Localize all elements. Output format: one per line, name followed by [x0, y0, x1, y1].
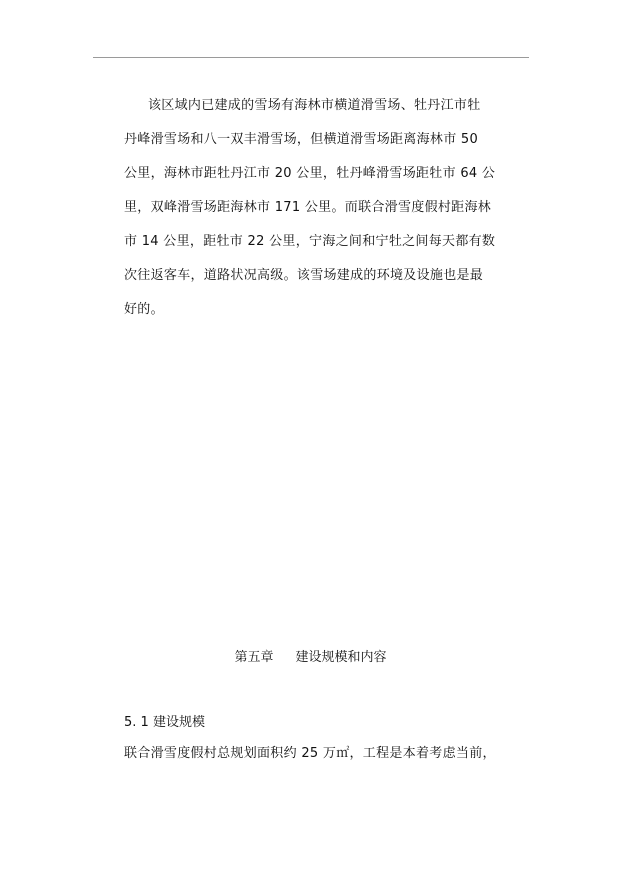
paragraph-line: 次往返客车，道路状况高级。该雪场建成的环境及设施也是最: [124, 268, 484, 283]
paragraph-line: 市 14 公里，距牡市 22 公里，宁海之间和宁牡之间每天都有数: [124, 234, 496, 249]
chapter-number: 第五章: [234, 650, 274, 665]
paragraph-line: 公里，海林市距牡丹江市 20 公里，牡丹峰滑雪场距牡市 64 公: [124, 166, 496, 181]
paragraph-line: 丹峰滑雪场和八一双丰滑雪场，但横道滑雪场距离海林市 50: [124, 132, 479, 147]
paragraph-line: 该区域内已建成的雪场有海林市横道滑雪场、牡丹江市牡: [148, 98, 481, 113]
section-title: 5. 1 建设规模: [124, 715, 205, 730]
chapter-heading: [0, 649, 621, 667]
header-rule: [93, 57, 529, 58]
section-body: 联合滑雪度假村总规划面积约 25 万㎡，工程是本着考虑当前，: [124, 746, 496, 761]
paragraph-line: 好的。: [124, 302, 164, 317]
paragraph-line: 里，双峰滑雪场距海林市 171 公里。而联合滑雪度假村距海林: [124, 200, 492, 215]
chapter-title: 建设规模和内容: [295, 650, 387, 665]
